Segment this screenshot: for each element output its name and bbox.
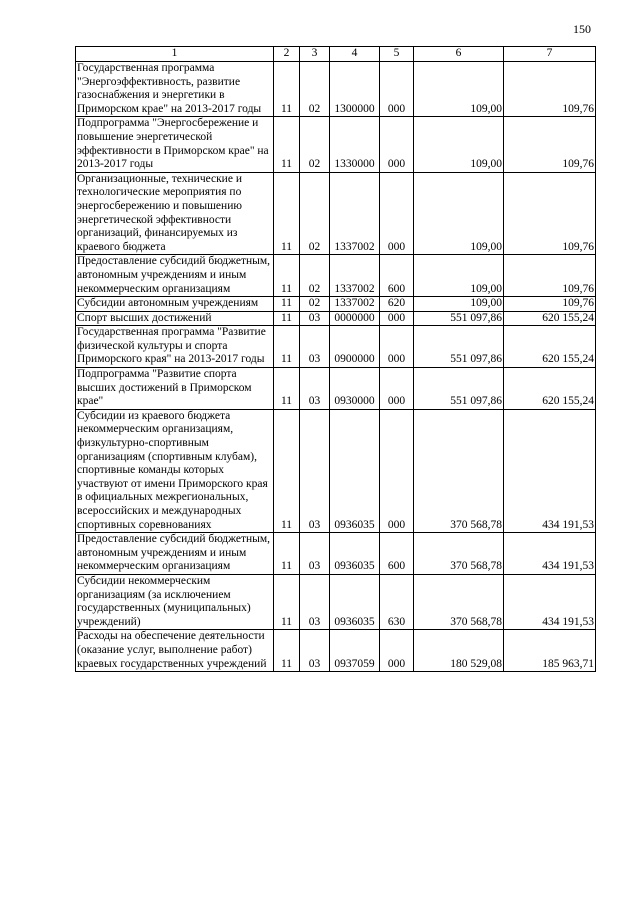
section-code-cell: 11 bbox=[274, 117, 300, 172]
table-row bbox=[76, 172, 596, 255]
amount-col6-cell: 370 568,78 bbox=[414, 574, 504, 629]
amount-col6-cell: 551 097,86 bbox=[414, 326, 504, 368]
target-article-cell: 0000000 bbox=[330, 311, 380, 326]
target-article-cell: 0936035 bbox=[330, 574, 380, 629]
table-row bbox=[76, 326, 596, 368]
amount-col6-cell: 180 529,08 bbox=[414, 630, 504, 672]
amount-col6-cell: 109,00 bbox=[414, 255, 504, 297]
table-row bbox=[76, 255, 596, 297]
section-code-cell: 11 bbox=[274, 574, 300, 629]
amount-col6-cell: 551 097,86 bbox=[414, 311, 504, 326]
section-code-cell: 11 bbox=[274, 409, 300, 532]
section-code-cell: 11 bbox=[274, 630, 300, 672]
target-article-cell: 1337002 bbox=[330, 255, 380, 297]
table-row bbox=[76, 574, 596, 629]
subsection-code-cell: 02 bbox=[300, 297, 330, 312]
section-code-cell: 11 bbox=[274, 172, 300, 255]
target-article-cell: 1300000 bbox=[330, 62, 380, 117]
expense-type-cell: 620 bbox=[380, 297, 414, 312]
subsection-code-cell: 03 bbox=[300, 326, 330, 368]
table-row bbox=[76, 297, 596, 312]
expense-type-cell: 000 bbox=[380, 630, 414, 672]
amount-col7-cell: 185 963,71 bbox=[504, 630, 596, 672]
expense-type-cell: 000 bbox=[380, 311, 414, 326]
expense-type-cell: 600 bbox=[380, 533, 414, 575]
amount-col7-cell: 434 191,53 bbox=[504, 574, 596, 629]
amount-col7-cell: 434 191,53 bbox=[504, 533, 596, 575]
amount-col7-cell: 109,76 bbox=[504, 62, 596, 117]
table-row bbox=[76, 117, 596, 172]
expense-type-cell: 000 bbox=[380, 117, 414, 172]
expense-type-cell: 000 bbox=[380, 172, 414, 255]
column-header: 6 bbox=[414, 47, 504, 62]
amount-col6-cell: 551 097,86 bbox=[414, 368, 504, 410]
column-header: 1 bbox=[76, 47, 274, 62]
amount-col6-cell: 370 568,78 bbox=[414, 533, 504, 575]
table-header-row bbox=[76, 47, 596, 62]
item-name-cell: Расходы на обеспечение деятельности (оказание услуг, выполнение работ) краевых государственных учреждений bbox=[76, 630, 274, 672]
section-code-cell: 11 bbox=[274, 311, 300, 326]
table-row bbox=[76, 630, 596, 672]
subsection-code-cell: 03 bbox=[300, 409, 330, 532]
subsection-code-cell: 03 bbox=[300, 311, 330, 326]
target-article-cell: 1337002 bbox=[330, 297, 380, 312]
table-row bbox=[76, 368, 596, 410]
section-code-cell: 11 bbox=[274, 368, 300, 410]
item-name-cell: Подпрограмма "Развитие спорта высших достижений в Приморском крае" bbox=[76, 368, 274, 410]
page-number: 150 bbox=[573, 22, 591, 36]
target-article-cell: 1330000 bbox=[330, 117, 380, 172]
item-name-cell: Государственная программа "Развитие физической культуры и спорта Приморского края" на 2013-2017 годы bbox=[76, 326, 274, 368]
subsection-code-cell: 03 bbox=[300, 574, 330, 629]
item-name-cell: Предоставление субсидий бюджетным, автономным учреждениям и иным некоммерческим организациям bbox=[76, 255, 274, 297]
column-header: 2 bbox=[274, 47, 300, 62]
target-article-cell: 0936035 bbox=[330, 409, 380, 532]
item-name-cell: Субсидии некоммерческим организациям (за исключением государственных (муниципальных) учреждений) bbox=[76, 574, 274, 629]
amount-col6-cell: 109,00 bbox=[414, 297, 504, 312]
amount-col7-cell: 109,76 bbox=[504, 117, 596, 172]
amount-col7-cell: 109,76 bbox=[504, 255, 596, 297]
table-row bbox=[76, 311, 596, 326]
item-name-cell: Субсидии из краевого бюджета некоммерческим организациям, физкультурно-спортивным организациям (спортивным клубам), спортивные команды которых участвуют от имени Приморского края в официальных межрегиональных, всероссийских и международных спортивных соревнованиях bbox=[76, 409, 274, 532]
amount-col7-cell: 109,76 bbox=[504, 172, 596, 255]
subsection-code-cell: 03 bbox=[300, 368, 330, 410]
expense-type-cell: 600 bbox=[380, 255, 414, 297]
subsection-code-cell: 03 bbox=[300, 533, 330, 575]
table-row bbox=[76, 533, 596, 575]
table-row bbox=[76, 409, 596, 532]
subsection-code-cell: 03 bbox=[300, 630, 330, 672]
item-name-cell: Субсидии автономным учреждениям bbox=[76, 297, 274, 312]
item-name-cell: Организационные, технические и технологические мероприятия по энергосбережению и повышению энергетической эффективности организаций, финансируемых из краевого бюджета bbox=[76, 172, 274, 255]
table-row bbox=[76, 62, 596, 117]
subsection-code-cell: 02 bbox=[300, 255, 330, 297]
column-header: 3 bbox=[300, 47, 330, 62]
amount-col6-cell: 109,00 bbox=[414, 172, 504, 255]
item-name-cell: Спорт высших достижений bbox=[76, 311, 274, 326]
column-header: 5 bbox=[380, 47, 414, 62]
subsection-code-cell: 02 bbox=[300, 62, 330, 117]
budget-table bbox=[75, 46, 596, 672]
subsection-code-cell: 02 bbox=[300, 117, 330, 172]
amount-col6-cell: 109,00 bbox=[414, 62, 504, 117]
column-header: 4 bbox=[330, 47, 380, 62]
expense-type-cell: 000 bbox=[380, 62, 414, 117]
target-article-cell: 0900000 bbox=[330, 326, 380, 368]
amount-col7-cell: 620 155,24 bbox=[504, 311, 596, 326]
expense-type-cell: 000 bbox=[380, 326, 414, 368]
section-code-cell: 11 bbox=[274, 62, 300, 117]
section-code-cell: 11 bbox=[274, 255, 300, 297]
amount-col7-cell: 620 155,24 bbox=[504, 326, 596, 368]
section-code-cell: 11 bbox=[274, 297, 300, 312]
expense-type-cell: 630 bbox=[380, 574, 414, 629]
target-article-cell: 0936035 bbox=[330, 533, 380, 575]
subsection-code-cell: 02 bbox=[300, 172, 330, 255]
amount-col7-cell: 434 191,53 bbox=[504, 409, 596, 532]
expense-type-cell: 000 bbox=[380, 368, 414, 410]
section-code-cell: 11 bbox=[274, 326, 300, 368]
section-code-cell: 11 bbox=[274, 533, 300, 575]
target-article-cell: 1337002 bbox=[330, 172, 380, 255]
amount-col7-cell: 109,76 bbox=[504, 297, 596, 312]
expense-type-cell: 000 bbox=[380, 409, 414, 532]
amount-col7-cell: 620 155,24 bbox=[504, 368, 596, 410]
amount-col6-cell: 370 568,78 bbox=[414, 409, 504, 532]
column-header: 7 bbox=[504, 47, 596, 62]
amount-col6-cell: 109,00 bbox=[414, 117, 504, 172]
item-name-cell: Государственная программа "Энергоэффективность, развитие газоснабжения и энергетики в Приморском крае" на 2013-2017 годы bbox=[76, 62, 274, 117]
item-name-cell: Предоставление субсидий бюджетным, автономным учреждениям и иным некоммерческим организациям bbox=[76, 533, 274, 575]
target-article-cell: 0937059 bbox=[330, 630, 380, 672]
target-article-cell: 0930000 bbox=[330, 368, 380, 410]
item-name-cell: Подпрограмма "Энергосбережение и повышение энергетической эффективности в Приморском крае" на 2013-2017 годы bbox=[76, 117, 274, 172]
